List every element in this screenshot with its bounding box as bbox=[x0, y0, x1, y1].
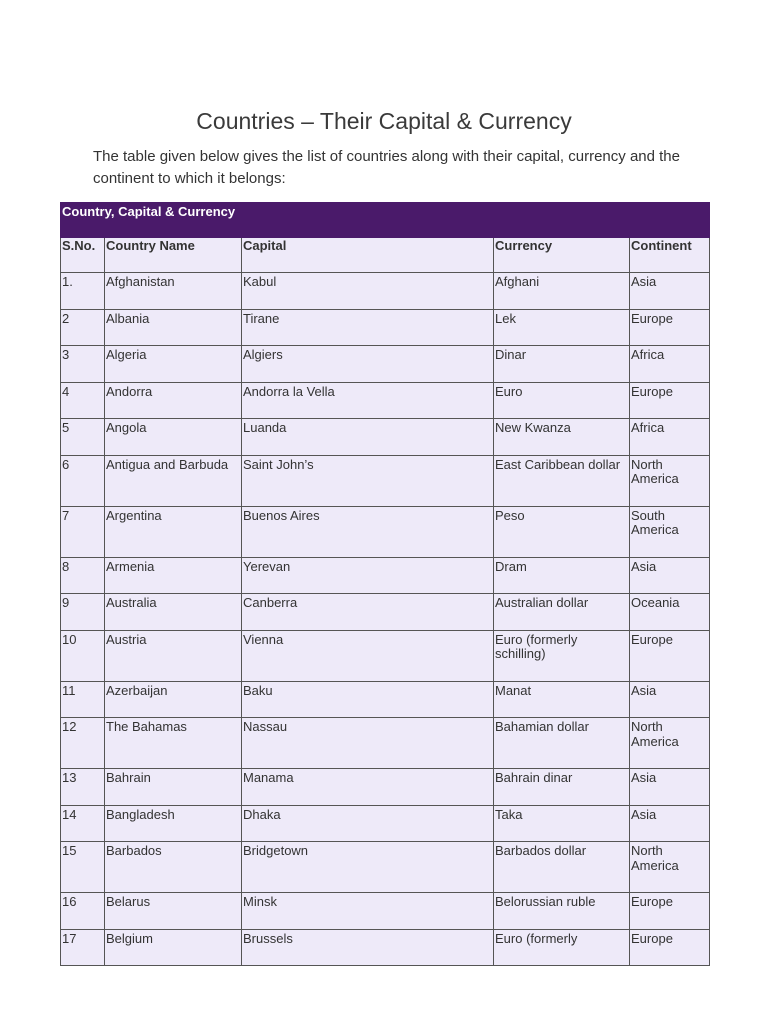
cell-sno: 3 bbox=[61, 346, 105, 383]
cell-sno: 16 bbox=[61, 893, 105, 930]
cell-sno: 1. bbox=[61, 273, 105, 310]
table-row bbox=[61, 419, 710, 456]
cell-continent: Oceania bbox=[630, 594, 710, 631]
table-row bbox=[61, 769, 710, 806]
cell-currency: East Caribbean dollar bbox=[494, 455, 630, 506]
header-currency: Currency bbox=[494, 238, 630, 273]
table-row bbox=[61, 929, 710, 966]
cell-capital: Bridgetown bbox=[242, 842, 494, 893]
cell-currency: Lek bbox=[494, 309, 630, 346]
countries-table bbox=[60, 202, 710, 966]
cell-sno: 8 bbox=[61, 557, 105, 594]
cell-country-name: Bahrain bbox=[105, 769, 242, 806]
table-row bbox=[61, 382, 710, 419]
cell-continent: Asia bbox=[630, 273, 710, 310]
cell-currency: Taka bbox=[494, 805, 630, 842]
table-row bbox=[61, 346, 710, 383]
cell-capital: Canberra bbox=[242, 594, 494, 631]
cell-continent: Europe bbox=[630, 382, 710, 419]
cell-currency: Barbados dollar bbox=[494, 842, 630, 893]
cell-capital: Brussels bbox=[242, 929, 494, 966]
cell-capital: Minsk bbox=[242, 893, 494, 930]
cell-sno: 2 bbox=[61, 309, 105, 346]
table-caption-row bbox=[61, 203, 710, 238]
cell-capital: Saint John’s bbox=[242, 455, 494, 506]
cell-currency: Bahamian dollar bbox=[494, 718, 630, 769]
cell-country-name: Andorra bbox=[105, 382, 242, 419]
cell-country-name: Antigua and Barbuda bbox=[105, 455, 242, 506]
cell-capital: Luanda bbox=[242, 419, 494, 456]
cell-capital: Tirane bbox=[242, 309, 494, 346]
cell-sno: 15 bbox=[61, 842, 105, 893]
cell-currency: Belorussian ruble bbox=[494, 893, 630, 930]
cell-continent: North America bbox=[630, 842, 710, 893]
table-body bbox=[61, 273, 710, 966]
table-row bbox=[61, 506, 710, 557]
intro-paragraph: The table given below gives the list of countries along with their capital, currency and the continent to which it belongs: bbox=[93, 148, 680, 187]
cell-country-name: Barbados bbox=[105, 842, 242, 893]
cell-currency: Peso bbox=[494, 506, 630, 557]
cell-country-name: The Bahamas bbox=[105, 718, 242, 769]
cell-sno: 9 bbox=[61, 594, 105, 631]
cell-currency: Bahrain dinar bbox=[494, 769, 630, 806]
header-sno: S.No. bbox=[61, 238, 105, 273]
cell-currency: New Kwanza bbox=[494, 419, 630, 456]
cell-currency: Euro (formerly schilling) bbox=[494, 630, 630, 681]
cell-capital: Kabul bbox=[242, 273, 494, 310]
cell-currency: Afghani bbox=[494, 273, 630, 310]
cell-country-name: Azerbaijan bbox=[105, 681, 242, 718]
table-caption: Country, Capital & Currency bbox=[61, 203, 710, 238]
cell-country-name: Algeria bbox=[105, 346, 242, 383]
cell-country-name: Belarus bbox=[105, 893, 242, 930]
cell-sno: 11 bbox=[61, 681, 105, 718]
table-row bbox=[61, 681, 710, 718]
header-continent: Continent bbox=[630, 238, 710, 273]
cell-continent: Asia bbox=[630, 805, 710, 842]
cell-sno: 10 bbox=[61, 630, 105, 681]
cell-sno: 17 bbox=[61, 929, 105, 966]
table-row bbox=[61, 893, 710, 930]
cell-sno: 13 bbox=[61, 769, 105, 806]
cell-continent: Asia bbox=[630, 557, 710, 594]
table-row bbox=[61, 805, 710, 842]
table-header-row bbox=[61, 238, 710, 273]
cell-capital: Andorra la Vella bbox=[242, 382, 494, 419]
cell-capital: Yerevan bbox=[242, 557, 494, 594]
cell-country-name: Bangladesh bbox=[105, 805, 242, 842]
cell-country-name: Afghanistan bbox=[105, 273, 242, 310]
table-row bbox=[61, 273, 710, 310]
cell-capital: Dhaka bbox=[242, 805, 494, 842]
cell-sno: 14 bbox=[61, 805, 105, 842]
cell-sno: 4 bbox=[61, 382, 105, 419]
cell-currency: Dram bbox=[494, 557, 630, 594]
cell-continent: South America bbox=[630, 506, 710, 557]
cell-continent: Europe bbox=[630, 929, 710, 966]
page-title: Countries – Their Capital & Currency bbox=[196, 108, 572, 134]
cell-continent: Europe bbox=[630, 630, 710, 681]
cell-country-name: Albania bbox=[105, 309, 242, 346]
cell-continent: Europe bbox=[630, 893, 710, 930]
cell-sno: 12 bbox=[61, 718, 105, 769]
header-capital: Capital bbox=[242, 238, 494, 273]
cell-continent: North America bbox=[630, 455, 710, 506]
cell-sno: 5 bbox=[61, 419, 105, 456]
cell-sno: 6 bbox=[61, 455, 105, 506]
cell-currency: Euro bbox=[494, 382, 630, 419]
cell-continent: Asia bbox=[630, 681, 710, 718]
table-row bbox=[61, 594, 710, 631]
cell-capital: Baku bbox=[242, 681, 494, 718]
table-row bbox=[61, 718, 710, 769]
table-row bbox=[61, 309, 710, 346]
cell-country-name: Austria bbox=[105, 630, 242, 681]
cell-continent: Africa bbox=[630, 346, 710, 383]
cell-capital: Nassau bbox=[242, 718, 494, 769]
cell-currency: Euro (formerly bbox=[494, 929, 630, 966]
cell-continent: Africa bbox=[630, 419, 710, 456]
cell-continent: Asia bbox=[630, 769, 710, 806]
cell-capital: Vienna bbox=[242, 630, 494, 681]
cell-country-name: Australia bbox=[105, 594, 242, 631]
cell-continent: Europe bbox=[630, 309, 710, 346]
header-country-name: Country Name bbox=[105, 238, 242, 273]
cell-continent: North America bbox=[630, 718, 710, 769]
cell-country-name: Belgium bbox=[105, 929, 242, 966]
countries-table-container bbox=[60, 202, 709, 946]
cell-country-name: Armenia bbox=[105, 557, 242, 594]
cell-currency: Dinar bbox=[494, 346, 630, 383]
cell-capital: Algiers bbox=[242, 346, 494, 383]
cell-country-name: Argentina bbox=[105, 506, 242, 557]
cell-capital: Manama bbox=[242, 769, 494, 806]
table-row bbox=[61, 455, 710, 506]
cell-currency: Manat bbox=[494, 681, 630, 718]
cell-capital: Buenos Aires bbox=[242, 506, 494, 557]
table-row bbox=[61, 557, 710, 594]
table-row bbox=[61, 842, 710, 893]
cell-sno: 7 bbox=[61, 506, 105, 557]
cell-currency: Australian dollar bbox=[494, 594, 630, 631]
table-row bbox=[61, 630, 710, 681]
cell-country-name: Angola bbox=[105, 419, 242, 456]
